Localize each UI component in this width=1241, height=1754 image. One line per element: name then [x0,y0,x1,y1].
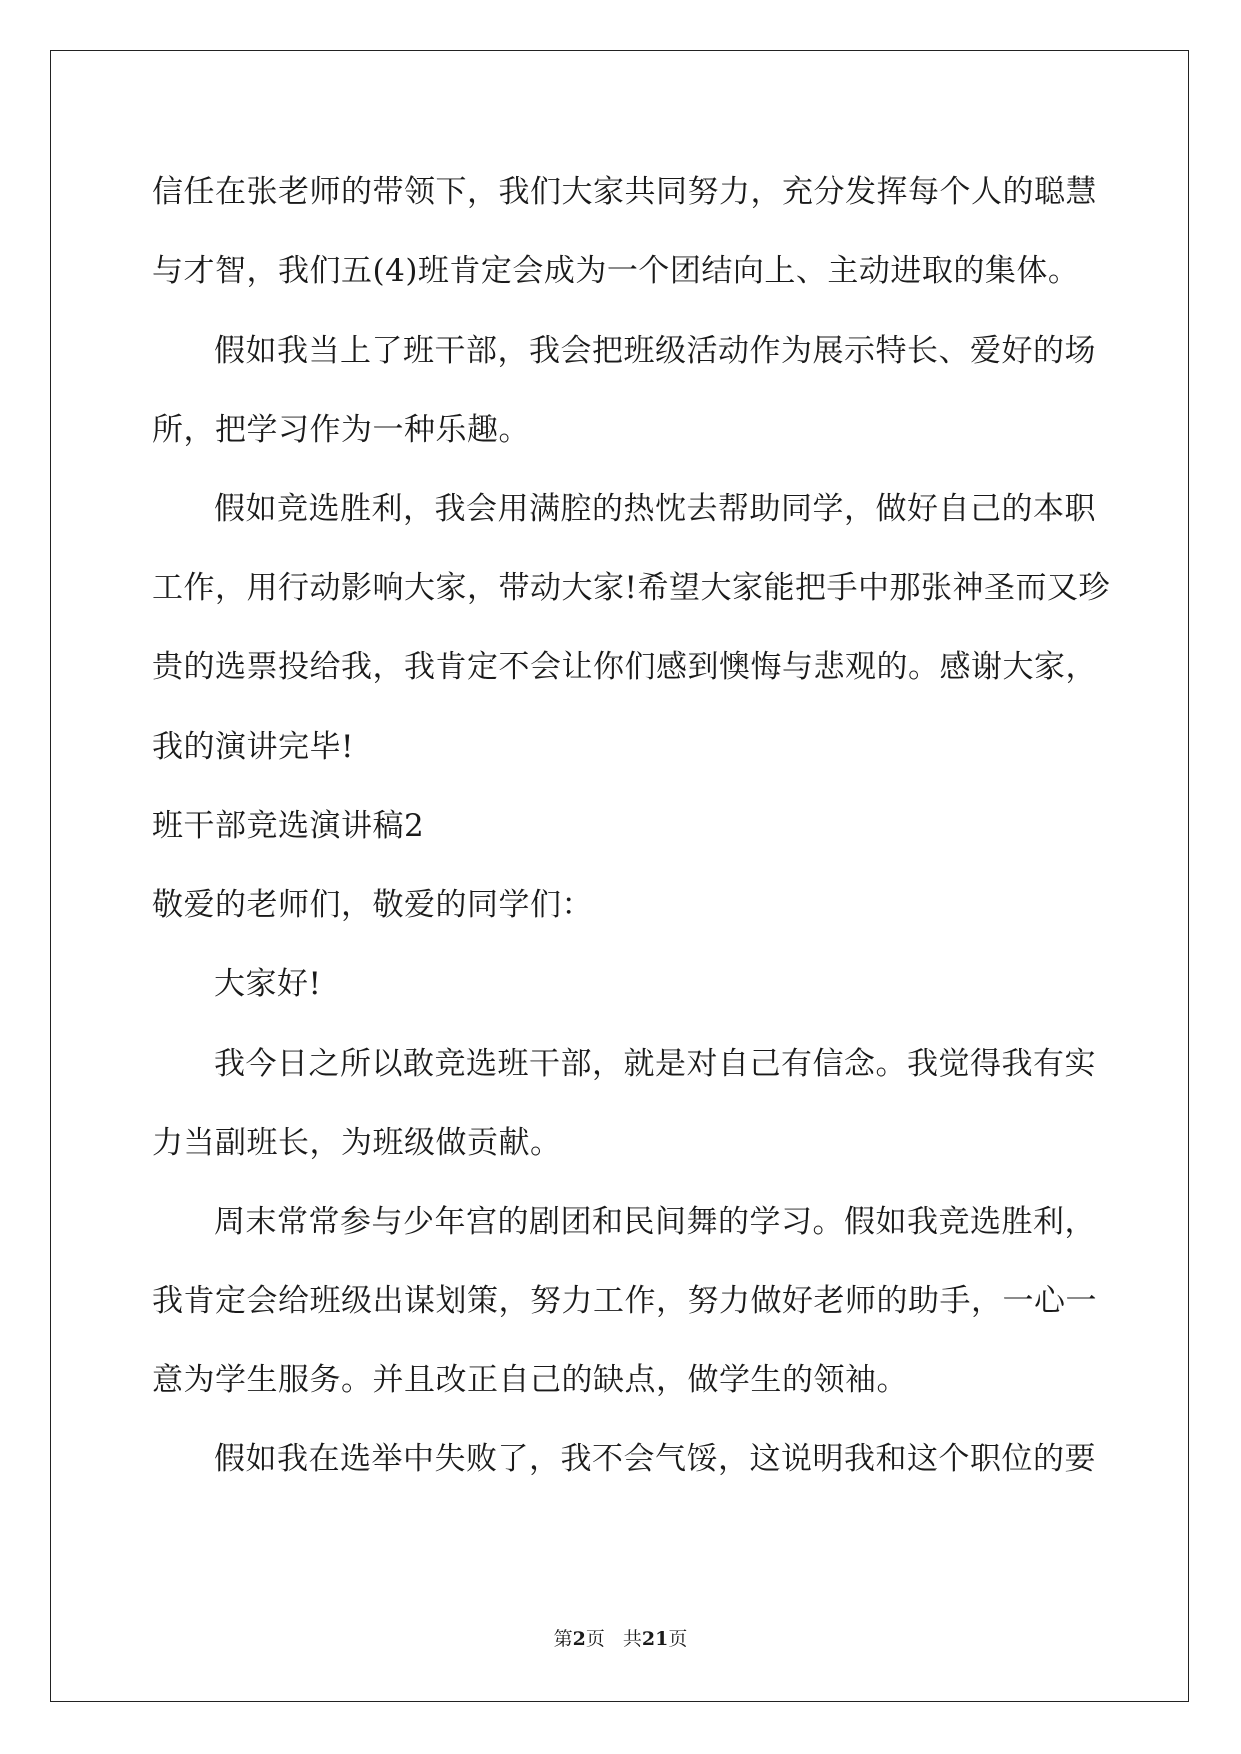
text-line: 我肯定会给班级出谋划策，努力工作，努力做好老师的助手，一心一 [152,1283,1097,1319]
page-number: 2 [572,1628,586,1650]
text-line: 意为学生服务。并且改正自己的缺点，做学生的领袖。 [152,1362,908,1398]
total-suffix: 页 [668,1628,688,1650]
page-suffix: 页 [585,1628,605,1650]
section-title: 班干部竞选演讲稿2 [152,808,425,844]
total-prefix: 共 [622,1628,642,1650]
salutation: 敬爱的老师们，敬爱的同学们： [152,887,593,923]
page-prefix: 第 [553,1628,573,1650]
text-line: 信任在张老师的带领下，我们大家共同努力，充分发挥每个人的聪慧 [152,174,1097,210]
text-line: 假如我在选举中失败了，我不会气馁，这说明我和这个职位的要 [214,1441,1096,1477]
text-line: 贵的选票投给我，我肯定不会让你们感到懊悔与悲观的。感谢大家， [152,649,1097,685]
text-line: 工作，用行动影响大家，带动大家!希望大家能把手中那张神圣而又珍 [152,570,1110,606]
text-line: 我今日之所以敢竞选班干部，就是对自己有信念。我觉得我有实 [214,1046,1096,1082]
greeting: 大家好! [214,966,322,1002]
text-line: 我的演讲完毕! [152,729,354,765]
text-line: 假如我当上了班干部，我会把班级活动作为展示特长、爱好的场 [214,333,1096,369]
text-line: 周末常常参与少年宫的剧团和民间舞的学习。假如我竞选胜利， [214,1204,1096,1240]
page-footer [0,1627,1241,1651]
text-line: 力当副班长，为班级做贡献。 [152,1125,562,1161]
total-pages: 21 [641,1628,669,1650]
text-line: 所，把学习作为一种乐趣。 [152,412,530,448]
text-line: 与才智，我们五(4)班肯定会成为一个团结向上、主动进取的集体。 [152,253,1080,289]
text-line: 假如竞选胜利，我会用满腔的热忱去帮助同学，做好自己的本职 [214,491,1096,527]
